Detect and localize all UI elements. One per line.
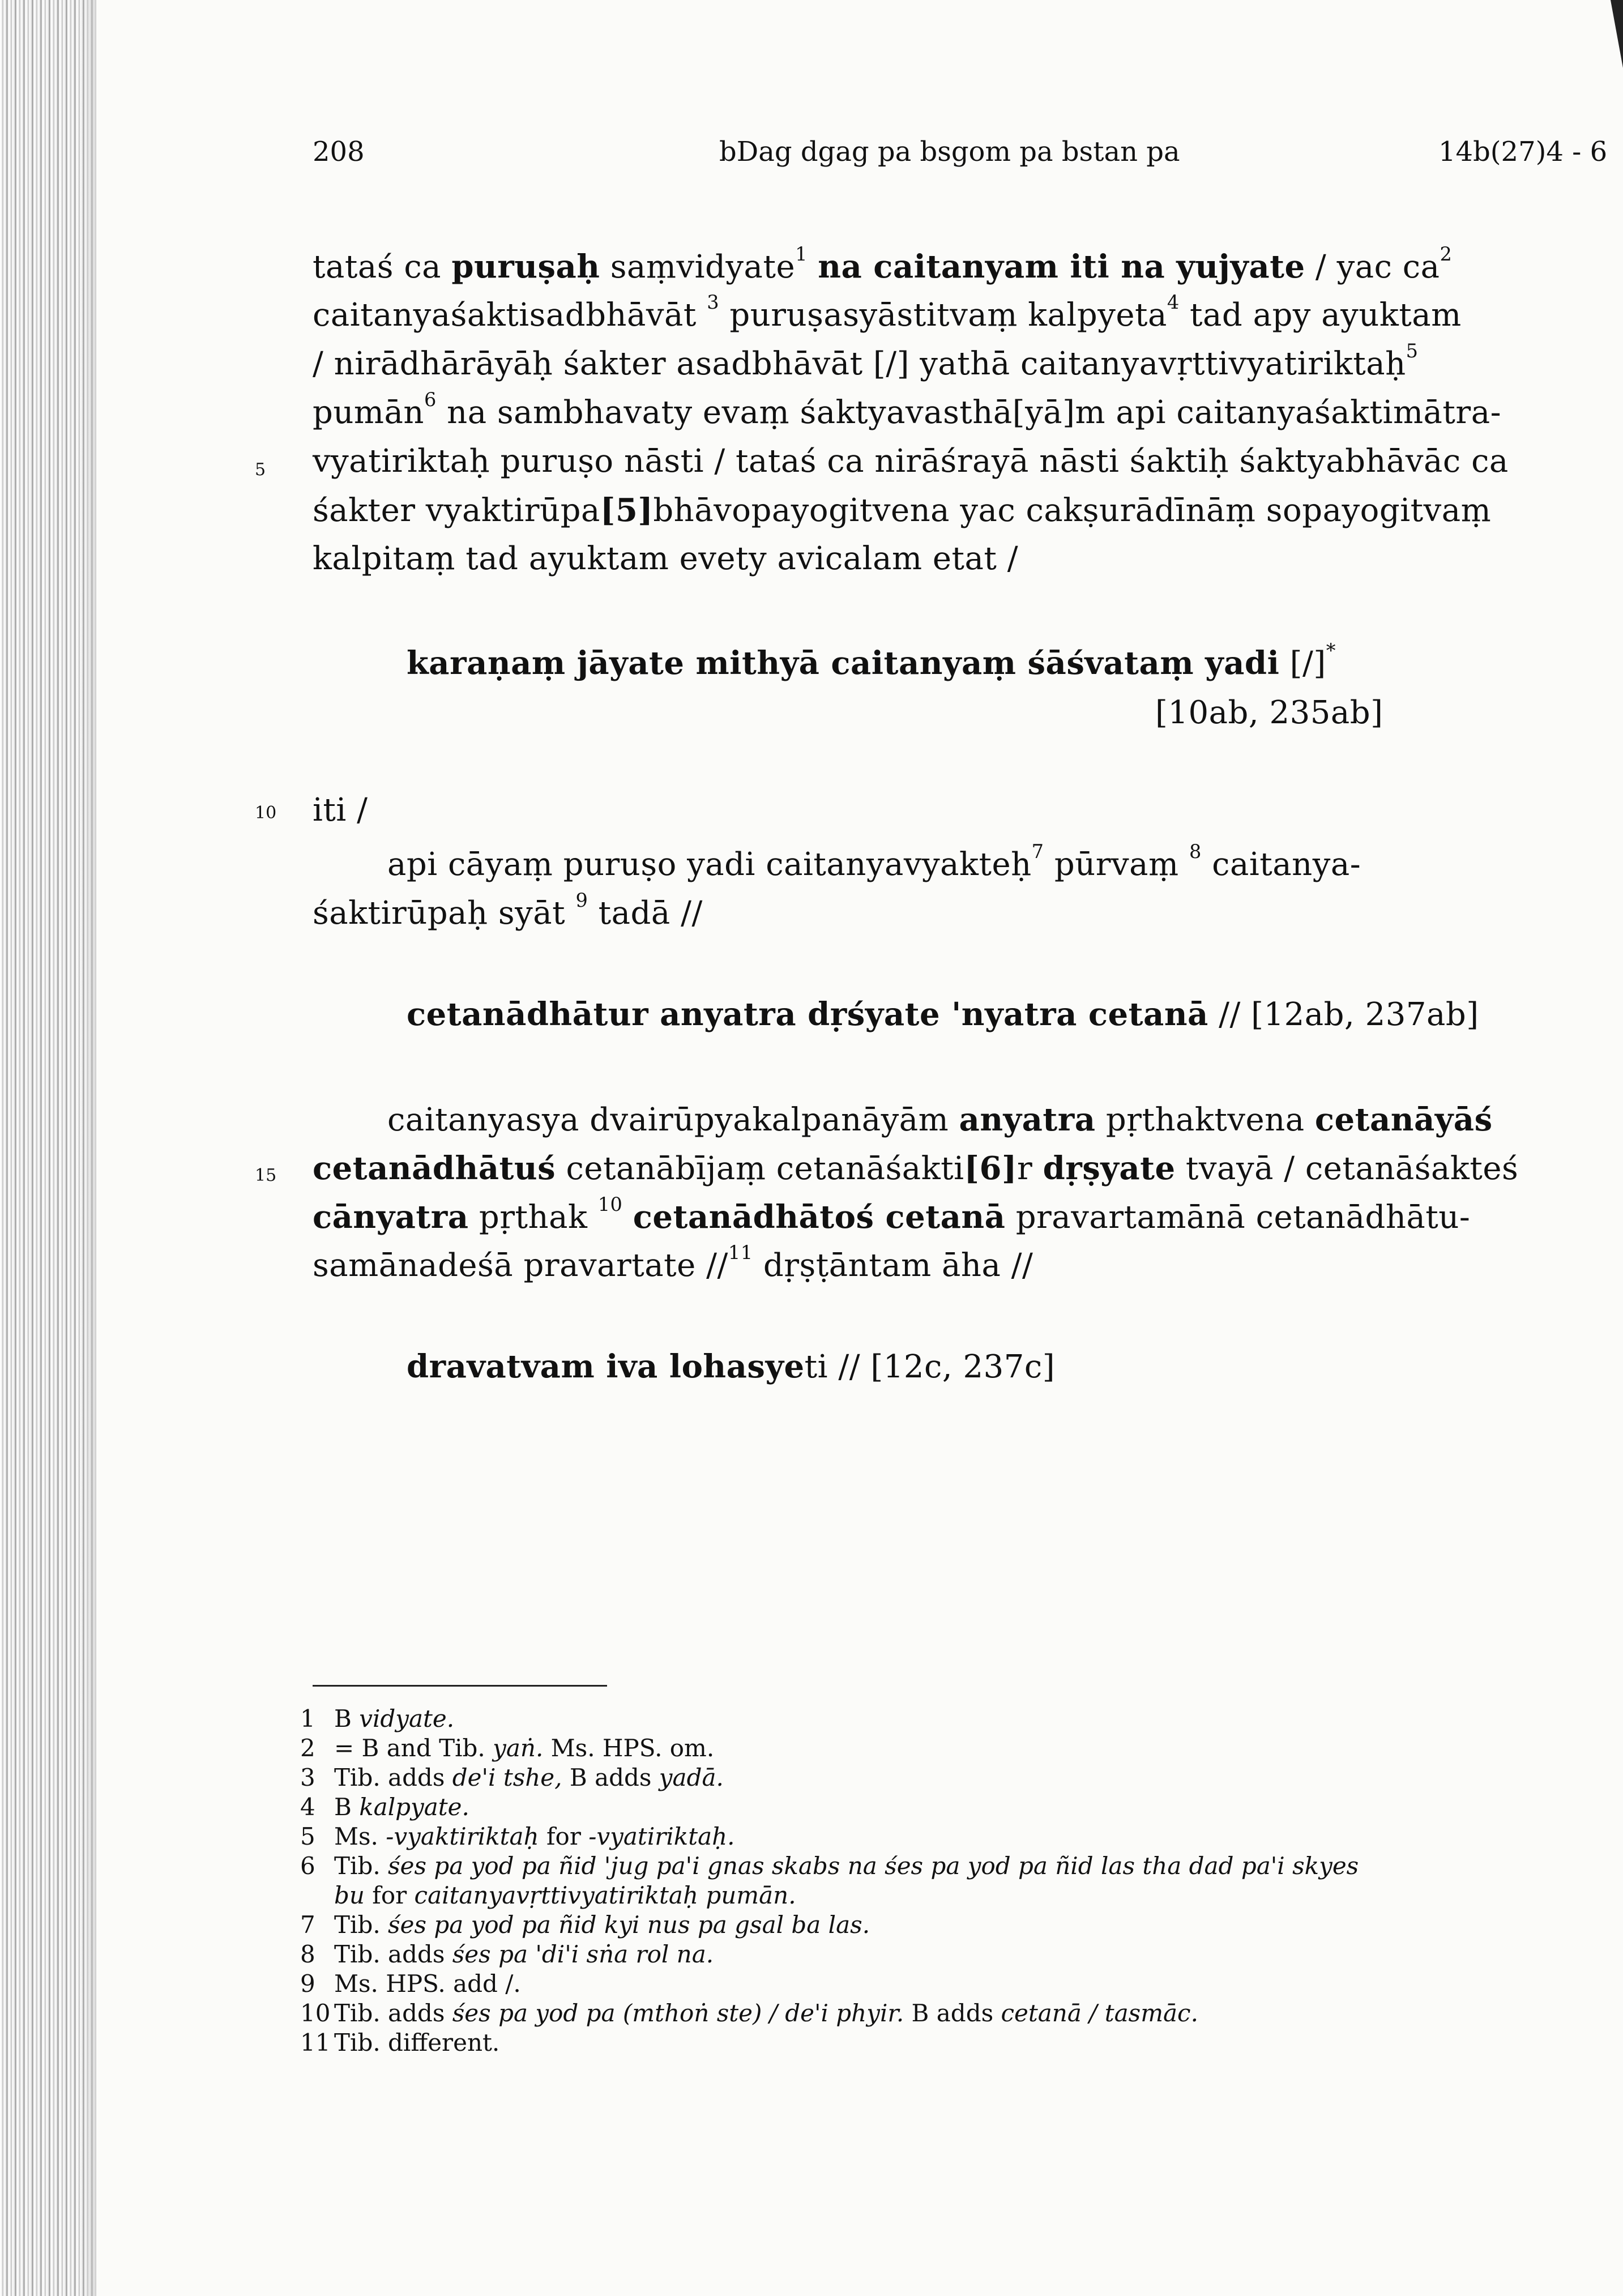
footnote-text: Tib. adds — [334, 1940, 452, 1968]
footnote-text: Ms. HPS. add /. — [334, 1970, 521, 1998]
footnote-text: Tib. — [334, 1911, 388, 1939]
footnote-number: 7 — [300, 1911, 315, 1939]
footnote-text: yaṅ. — [493, 1734, 544, 1762]
text-line: api cāyaṃ puruṣo yadi caitanyavyakteḥ$^7$ pūrvaṃ $^8$ caitanya- — [387, 840, 1361, 883]
text-line: śaktirūpaḥ syāt $^9$ tadā // — [313, 889, 703, 932]
footnote-number: 10 — [300, 1999, 331, 2027]
footnote-text: B — [334, 1705, 360, 1732]
footnote-text: for — [364, 1881, 415, 1909]
book-spine-edge — [0, 0, 96, 2296]
footnote-number: 1 — [300, 1705, 315, 1732]
footnote — [300, 1940, 714, 1968]
verse: karaṇaṃ jāyate mithyā caitanyaṃ śāśvataṃ yadi [/]* — [407, 639, 1336, 682]
footnote — [300, 1793, 469, 1821]
footnote-text: B — [334, 1793, 360, 1821]
running-title: bDag dgag pa bsgom pa bstan pa — [719, 136, 1180, 168]
footnote-number: 2 — [300, 1734, 315, 1762]
footnote-text: -vyatiriktaḥ. — [588, 1823, 735, 1850]
footnote-rule — [313, 1685, 607, 1687]
footnote-text: Ms. HPS. om. — [543, 1734, 715, 1762]
text-line: cetanādhātuś cetanābījaṃ cetanāśakti[6]r dṛṣyate tvayā / cetanāśakteś — [313, 1150, 1519, 1187]
footnote-text: Tib. — [334, 1852, 388, 1880]
footnote — [300, 1911, 870, 1939]
footnote-text: yadā. — [659, 1764, 724, 1791]
footnote-text: -vyaktiriktaḥ — [386, 1823, 539, 1850]
footnote-text: vidyate. — [359, 1705, 455, 1732]
text-line: iti / — [313, 792, 368, 829]
footnote-number: 5 — [300, 1823, 315, 1850]
footnote — [300, 1881, 796, 1909]
footnote-text: Tib. adds — [334, 1764, 452, 1791]
text-line: vyatiriktaḥ puruṣo nāsti / tataś ca nirāśrayā nāsti śaktiḥ śaktyabhāvāc ca — [313, 443, 1509, 480]
text-line: caitanyasya dvairūpyakalpanāyām anyatra pṛthaktvena cetanāyāś — [387, 1101, 1493, 1138]
verse-reference: [10ab, 235ab] — [1155, 694, 1383, 731]
line-number-10: 10 — [255, 803, 277, 823]
footnote-text: bu — [334, 1881, 365, 1909]
scan-corner-shadow — [1611, 0, 1623, 68]
footnote — [300, 1970, 521, 1998]
footnote-number: 9 — [300, 1970, 315, 1998]
verse: cetanādhātur anyatra dṛśyate 'nyatra cetanā // [12ab, 237ab] — [407, 996, 1479, 1033]
footnote-text: caitanyavṛttivyatiriktaḥ pumān. — [414, 1881, 796, 1909]
footnote — [300, 1852, 1359, 1880]
footnote-text: Tib. adds — [334, 1999, 452, 2027]
footnote-text: śes pa yod pa ñid kyi nus pa gsal ba las. — [388, 1911, 870, 1939]
footnote — [300, 1823, 735, 1850]
line-number-15: 15 — [255, 1166, 277, 1185]
text-line: tataś ca puruṣaḥ saṃvidyate$^1$ na caitanyam iti na yujyate / yac $ca^2$ — [313, 242, 1453, 285]
text-line: / nirādhārāyāḥ śakter asadbhāvāt [/] yathā caitanyavṛttivyatiriktaḥ$^5$ — [313, 339, 1419, 382]
footnote-text: śes pa yod pa ñid 'jug pa'i gnas skabs na śes pa yod pa ñid las tha dad pa'i skyes — [388, 1852, 1359, 1880]
footnote — [300, 1734, 714, 1762]
verse: dravatvam iva lohasyeti // [12c, 237c] — [407, 1348, 1056, 1385]
footnote-text: cetanā / tasmāc. — [1001, 1999, 1198, 2027]
footnote-number: 4 — [300, 1793, 315, 1821]
text-line: pumān$^6$ na sambhavaty evaṃ śaktyavasthā[yā]m api caitanyaśaktimātra- — [313, 388, 1502, 431]
footnote-number: 3 — [300, 1764, 315, 1791]
text-line: kalpitaṃ tad ayuktam evety avicalam etat / — [313, 540, 1019, 577]
footnote — [300, 2029, 499, 2056]
text-line: caitanyaśaktisadbhāvāt $^3$ puruṣasyāstitvaṃ kalpyeta$^4$ tad apy ayuktam — [313, 291, 1462, 334]
footnote — [300, 1764, 724, 1791]
footnote-number: 11 — [300, 2029, 331, 2056]
footnote-text: śes pa yod pa (mthoṅ ste) / de'i phyir. — [452, 1999, 904, 2027]
footnote-text: Ms. — [334, 1823, 386, 1850]
text-line: cānyatra pṛthak $^{10}$ cetanādhātoś cetanā pravartamānā cetanādhātu- — [313, 1193, 1471, 1236]
footnote-text: B adds — [562, 1764, 659, 1791]
text-line: samānadeśā pravartate //$^{11}$ dṛṣṭāntam āha // — [313, 1241, 1033, 1284]
footnote-text: = B and Tib. — [334, 1734, 493, 1762]
footnote — [300, 1705, 454, 1732]
footnote-text: de'i tshe, — [452, 1764, 562, 1791]
footnote-number: 8 — [300, 1940, 315, 1968]
footnote-text: for — [539, 1823, 589, 1850]
text-line: śakter vyaktirūpa[5]bhāvopayogitvena yac cakṣurādīnāṃ sopayogitvaṃ — [313, 492, 1492, 529]
footnote-number: 6 — [300, 1852, 315, 1880]
footnote-text: Tib. different. — [334, 2029, 500, 2056]
page-number: 208 — [313, 136, 365, 168]
footnote-text: śes pa 'di'i sṅa rol na. — [452, 1940, 714, 1968]
footnote-text: kalpyate. — [359, 1793, 469, 1821]
folio-reference: 14b(27)4 - 6 — [1438, 136, 1608, 168]
footnote — [300, 1999, 1198, 2027]
line-number-5: 5 — [255, 460, 266, 480]
footnote-text: B adds — [904, 1999, 1001, 2027]
